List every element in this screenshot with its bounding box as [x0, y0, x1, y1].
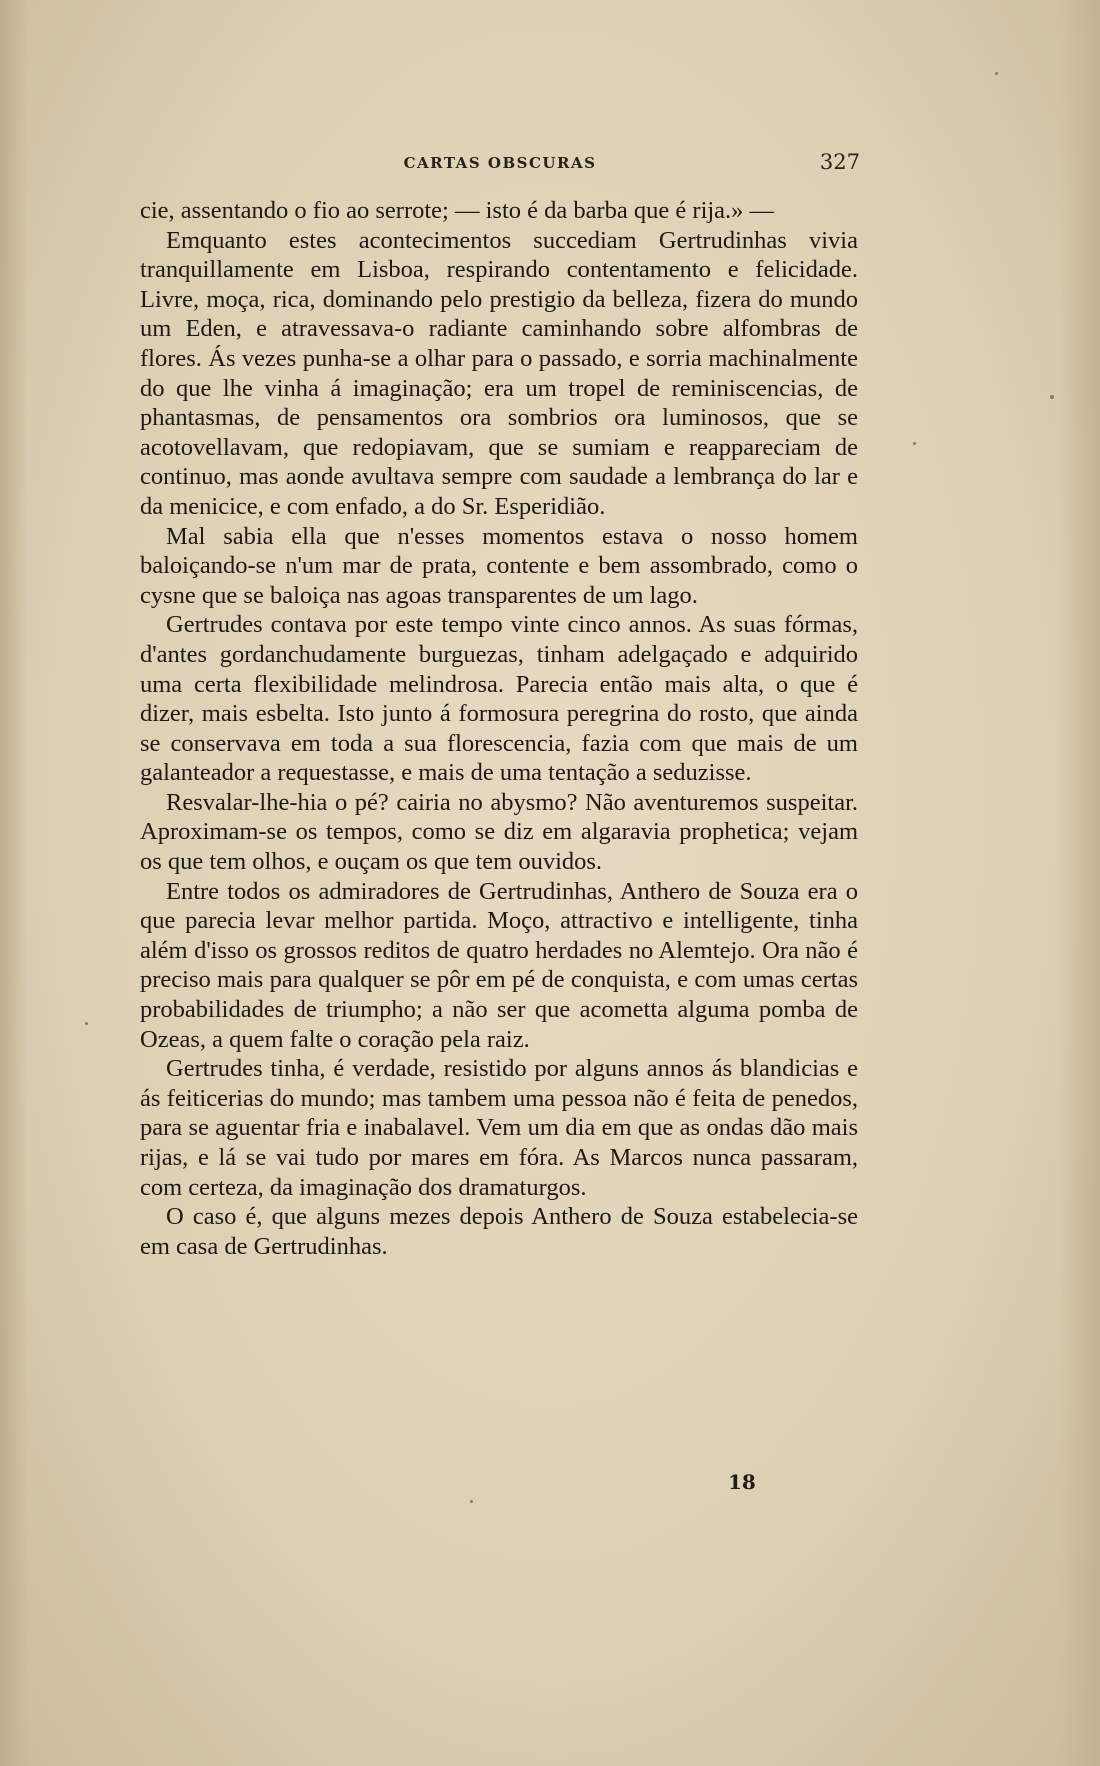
page-edge-shadow-right: [1060, 0, 1100, 1766]
body-text: [140, 196, 858, 1261]
paragraph: Gertrudes tinha, é verdade, resistido por alguns annos ás blandicias e ás feiticerias do mundo; mas tambem uma pessoa não é feita de penedos, para se aguentar fria e inabalavel. Vem um dia em que as ondas dão mais rijas, e lá se vai tudo por mares em fóra. As Marcos nunca passaram, com certeza, da imaginação dos dramaturgos.: [140, 1055, 858, 1201]
paragraph: cie, assentando o fio ao serrote; — isto é da barba que é rija.» —: [140, 197, 775, 224]
paragraph: Gertrudes contava por este tempo vinte cinco annos. As suas fórmas, d'antes gordanchudamente burguezas, tinham adelgaçado e adquirido uma certa flexibilidade melindrosa. Parecia então mais alta, o que é dizer, mais esbelta. Isto junto á formosura peregrina do rosto, que ainda se conservava em toda a sua florescencia, fazia com que mais de um galanteador a requestasse, e mais de uma tentação a seduzisse.: [140, 611, 858, 787]
running-header: [140, 150, 860, 180]
running-title: CARTAS OBSCURAS: [403, 154, 597, 172]
paper-speck: [85, 1022, 88, 1025]
page-number: 327: [819, 150, 860, 174]
page-edge-shadow-left: [0, 0, 28, 1766]
paper-speck: [470, 1500, 473, 1503]
paper-speck: [995, 72, 998, 75]
signature-mark: 18: [728, 1470, 756, 1494]
paragraph: O caso é, que alguns mezes depois Anthero de Souza estabelecia-se em casa de Gertrudinhas.: [140, 1203, 858, 1260]
paragraph: Entre todos os admiradores de Gertrudinhas, Anthero de Souza era o que parecia levar melhor partida. Moço, attractivo e intelligente, tinha além d'isso os grossos reditos de quatro herdades no Alemtejo. Ora não é preciso mais para qualquer se pôr em pé de conquista, e com umas certas probabilidades de triumpho; a não ser que acometta alguma pomba de Ozeas, a quem falte o coração pela raiz.: [140, 877, 858, 1053]
paper-speck: [913, 442, 916, 445]
paper-speck: [1050, 395, 1054, 399]
paragraph: Mal sabia ella que n'esses momentos estava o nosso homem baloiçando-se n'um mar de prata, contente e bem assombrado, como o cysne que se baloiça nas agoas transparentes de um lago.: [140, 522, 858, 609]
paragraph: Resvalar-lhe-hia o pé? cairia no abysmo? Não aventuremos suspeitar. Aproximam-se os tempos, como se diz em algaravia prophetica; vejam os que tem olhos, e ouçam os que tem ouvidos.: [140, 788, 858, 876]
paragraph: Emquanto estes acontecimentos succediam Gertrudinhas vivia tranquillamente em Lisboa, respirando contentamento e felicidade. Livre, moça, rica, dominando pelo prestigio da belleza, fizera do mundo um Eden, e atravessava-o radiante caminhando sobre alfombras de flores. Ás vezes punha-se a olhar para o passado, e sorria machinalmente do que lhe vinha á imaginação; era um tropel de reminiscencias, de phantasmas, de pensamentos ora sombrios ora luminosos, que se acotovellavam, que redopiavam, que se sumiam e reappareciam de continuo, mas aonde avultava sempre com saudade a lembrança do lar e da menicice, e com enfado, a do Sr. Esperidião.: [140, 226, 858, 520]
